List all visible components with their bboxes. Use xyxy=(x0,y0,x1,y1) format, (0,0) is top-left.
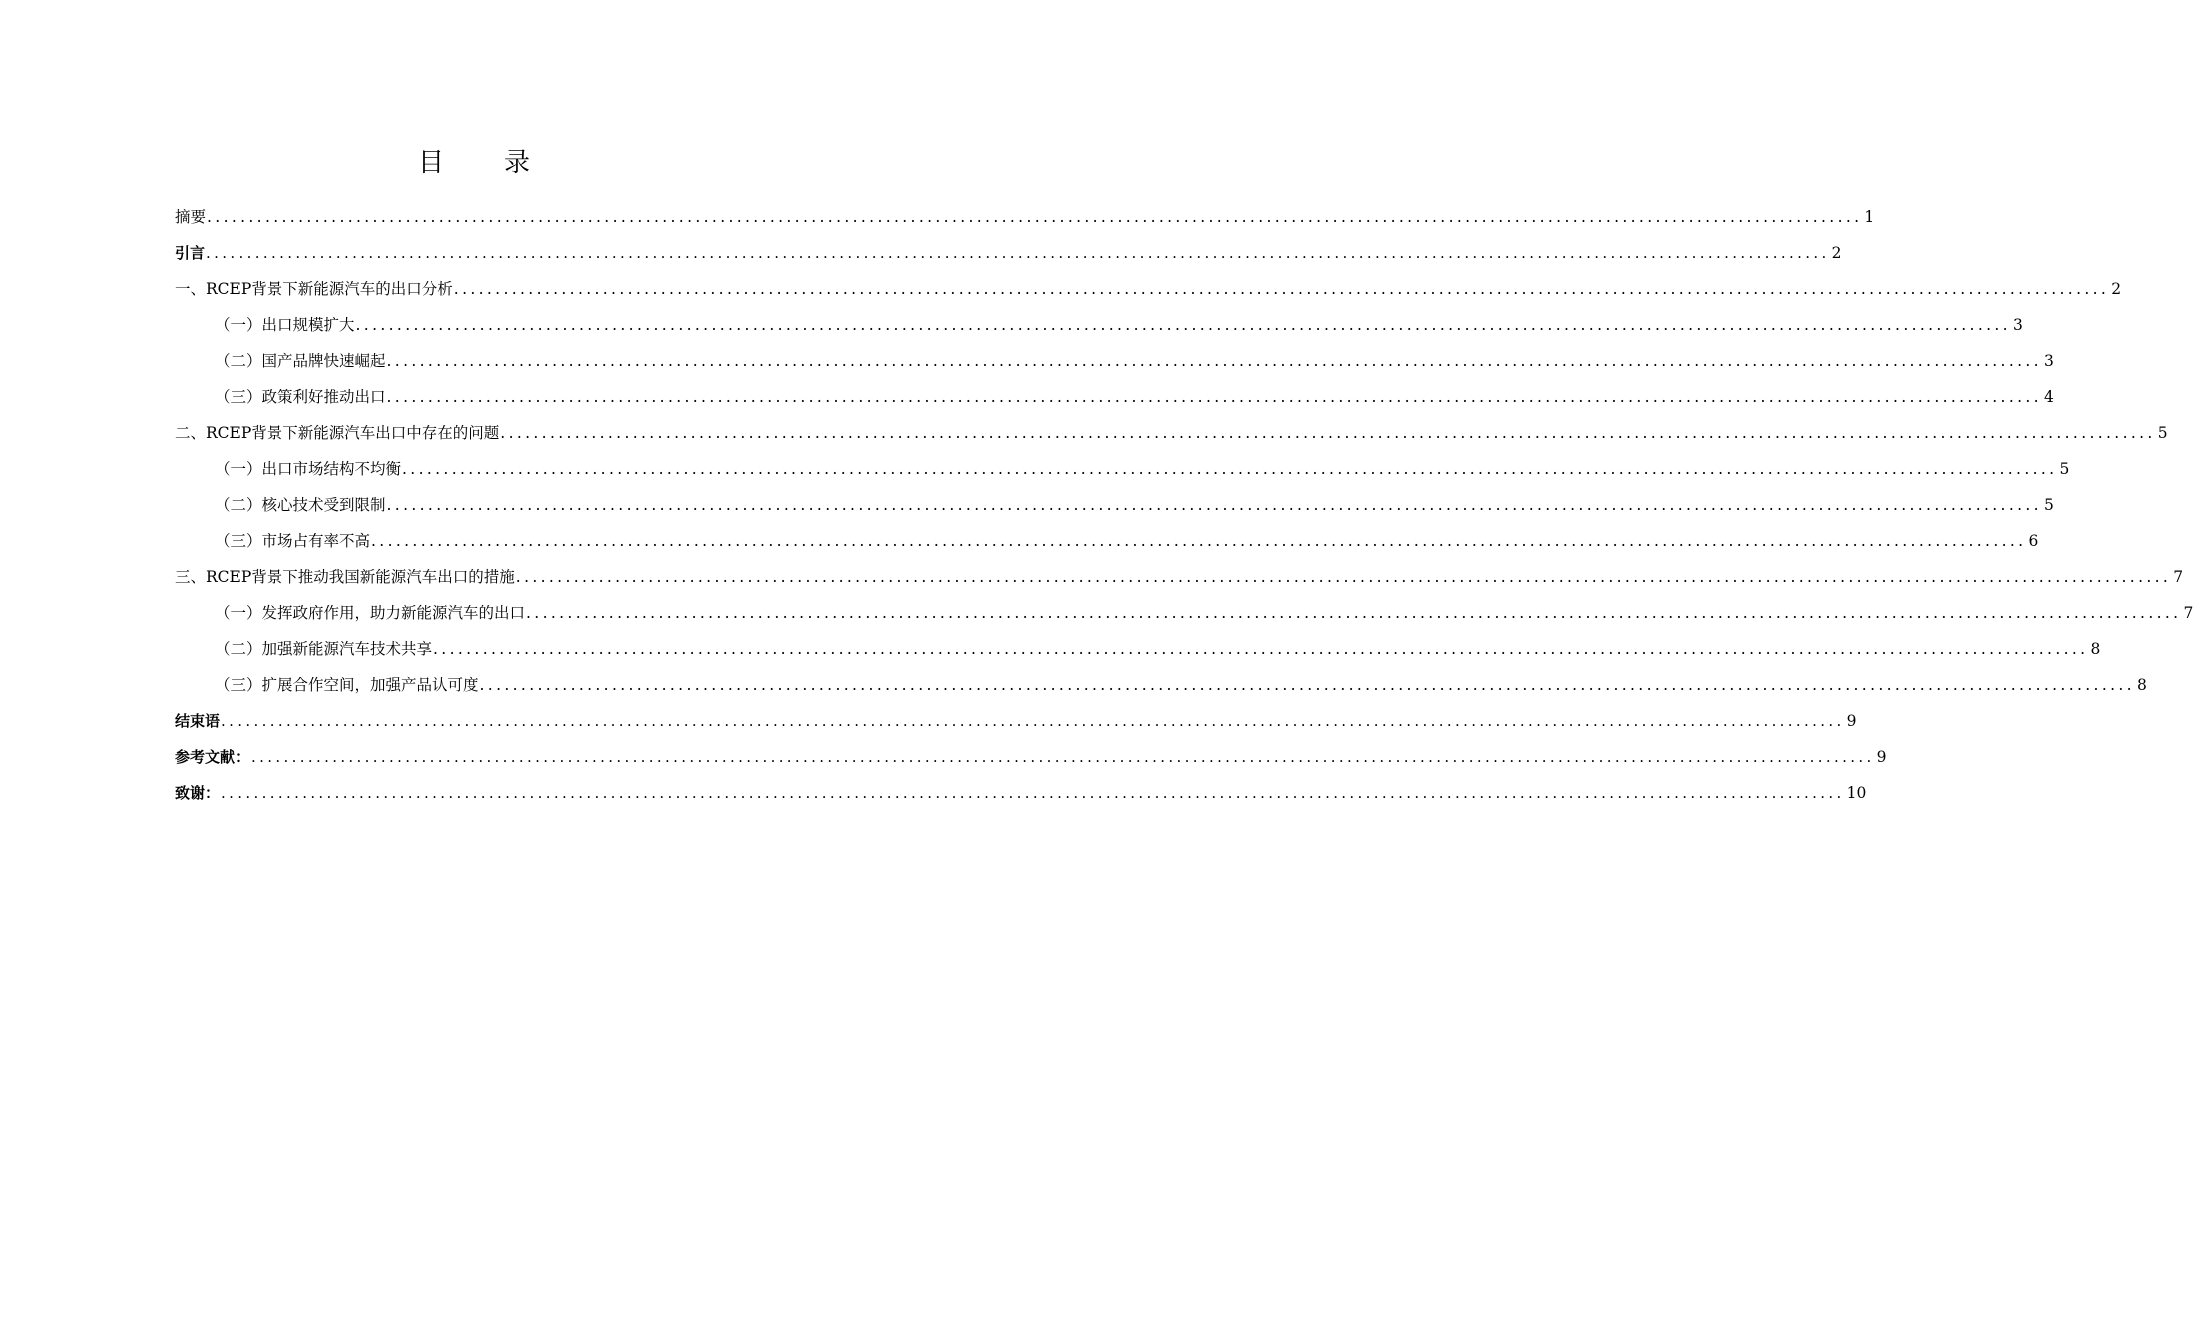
toc-entry-title: RCEP背景下新能源汽车出口中存在的问题 xyxy=(206,424,500,442)
toc-entry[interactable] xyxy=(175,667,2147,703)
toc-title xyxy=(0,146,950,180)
toc-dot-leader: ........................................................................................................................................................................................................ xyxy=(251,748,1875,766)
toc-dot-leader: ........................................................................................................................................................................................................ xyxy=(453,280,2110,298)
toc-entry[interactable] xyxy=(175,523,2039,559)
toc-dot-leader: ........................................................................................................................................................................................................ xyxy=(515,568,2172,586)
toc-entry[interactable] xyxy=(175,559,2184,595)
toc-entry-page-number: 1 xyxy=(1864,208,1875,226)
toc-entry[interactable] xyxy=(175,739,1887,775)
toc-entry-number: （一） xyxy=(215,460,262,478)
toc-dot-leader: ........................................................................................................................................................................................................ xyxy=(386,352,2042,370)
toc-entry-page-number: 7 xyxy=(2173,568,2184,586)
toc-title-char-2: 录 xyxy=(504,148,533,178)
toc-entry-title: 扩展合作空间，加强产品认可度 xyxy=(261,676,479,694)
toc-entry-title: RCEP背景下推动我国新能源汽车出口的措施 xyxy=(206,568,515,586)
toc-title-char-1: 目 xyxy=(417,148,446,178)
toc-entry-title: 摘要 xyxy=(175,208,207,226)
toc-entry-title: 加强新能源汽车技术共享 xyxy=(261,640,433,658)
toc-entry-page-number: 9 xyxy=(1846,712,1857,730)
toc-entry-number: 一、 xyxy=(175,280,207,298)
toc-entry-title: 市场占有率不高 xyxy=(261,532,371,550)
toc-entry-title: 出口规模扩大 xyxy=(261,316,355,334)
toc-entry-page-number: 5 xyxy=(2059,460,2070,478)
toc-entry-page-number: 9 xyxy=(1876,748,1887,766)
toc-entry-number: （一） xyxy=(215,604,262,622)
toc-entry-title: 核心技术受到限制 xyxy=(261,496,386,514)
toc-entry-number: （二） xyxy=(215,640,262,658)
toc-entry[interactable] xyxy=(175,703,1857,739)
toc-entry-page-number: 7 xyxy=(2183,604,2193,622)
toc-entry-title: 政策利好推动出口 xyxy=(261,388,386,406)
toc-list xyxy=(175,199,2193,811)
toc-entry-number: 三、 xyxy=(175,568,207,586)
toc-entry-title: 出口市场结构不均衡 xyxy=(261,460,402,478)
toc-entry[interactable] xyxy=(175,343,2054,379)
toc-dot-leader: ........................................................................................................................................................................................................ xyxy=(221,784,1845,802)
toc-entry-page-number: 6 xyxy=(2028,532,2039,550)
toc-entry[interactable] xyxy=(175,307,2023,343)
toc-entry-page-number: 10 xyxy=(1846,784,1867,802)
toc-entry-page-number: 5 xyxy=(2157,424,2168,442)
toc-dot-leader: ........................................................................................................................................................................................................ xyxy=(526,604,2182,622)
toc-entry-number: 二、 xyxy=(175,424,207,442)
toc-entry[interactable] xyxy=(175,415,2168,451)
toc-entry[interactable] xyxy=(175,235,1842,271)
toc-entry[interactable] xyxy=(175,487,2054,523)
toc-entry[interactable] xyxy=(175,775,1867,811)
toc-entry-number: （二） xyxy=(215,352,262,370)
toc-dot-leader: ........................................................................................................................................................................................................ xyxy=(386,496,2042,514)
toc-dot-leader: ........................................................................................................................................................................................................ xyxy=(355,316,2011,334)
toc-entry-page-number: 2 xyxy=(2111,280,2122,298)
toc-dot-leader: ........................................................................................................................................................................................................ xyxy=(207,208,1863,226)
toc-entry[interactable] xyxy=(175,595,2193,631)
toc-dot-leader: ........................................................................................................................................................................................................ xyxy=(221,712,1845,730)
toc-entry-page-number: 5 xyxy=(2043,496,2054,514)
toc-entry-title: 国产品牌快速崛起 xyxy=(261,352,386,370)
toc-entry-page-number: 8 xyxy=(2090,640,2101,658)
toc-dot-leader: ........................................................................................................................................................................................................ xyxy=(371,532,2027,550)
toc-entry[interactable] xyxy=(175,451,2070,487)
toc-entry-page-number: 4 xyxy=(2043,388,2054,406)
toc-dot-leader: ........................................................................................................................................................................................................ xyxy=(386,388,2042,406)
toc-entry-title: 结束语 xyxy=(175,712,221,730)
toc-entry-page-number: 3 xyxy=(2012,316,2023,334)
toc-entry-number: （一） xyxy=(215,316,262,334)
toc-entry-number: （三） xyxy=(215,676,262,694)
toc-dot-leader: ........................................................................................................................................................................................................ xyxy=(433,640,2089,658)
toc-dot-leader: ........................................................................................................................................................................................................ xyxy=(500,424,2156,442)
toc-dot-leader: ........................................................................................................................................................................................................ xyxy=(206,244,1830,262)
toc-entry-number: （三） xyxy=(215,388,262,406)
toc-entry-title: 引言 xyxy=(175,244,206,262)
toc-dot-leader: ........................................................................................................................................................................................................ xyxy=(402,460,2058,478)
toc-entry[interactable] xyxy=(175,199,1875,235)
toc-entry-number: （二） xyxy=(215,496,262,514)
toc-entry-page-number: 3 xyxy=(2043,352,2054,370)
toc-dot-leader: ........................................................................................................................................................................................................ xyxy=(479,676,2135,694)
toc-entry-title: 致谢： xyxy=(175,784,221,802)
toc-entry[interactable] xyxy=(175,631,2101,667)
toc-entry-page-number: 8 xyxy=(2136,676,2147,694)
toc-entry[interactable] xyxy=(175,379,2054,415)
toc-entry[interactable] xyxy=(175,271,2122,307)
toc-entry-page-number: 2 xyxy=(1831,244,1842,262)
toc-entry-title: 参考文献： xyxy=(175,748,251,766)
toc-entry-number: （三） xyxy=(215,532,262,550)
toc-entry-title: 发挥政府作用，助力新能源汽车的出口 xyxy=(261,604,526,622)
toc-entry-title: RCEP背景下新能源汽车的出口分析 xyxy=(206,280,453,298)
